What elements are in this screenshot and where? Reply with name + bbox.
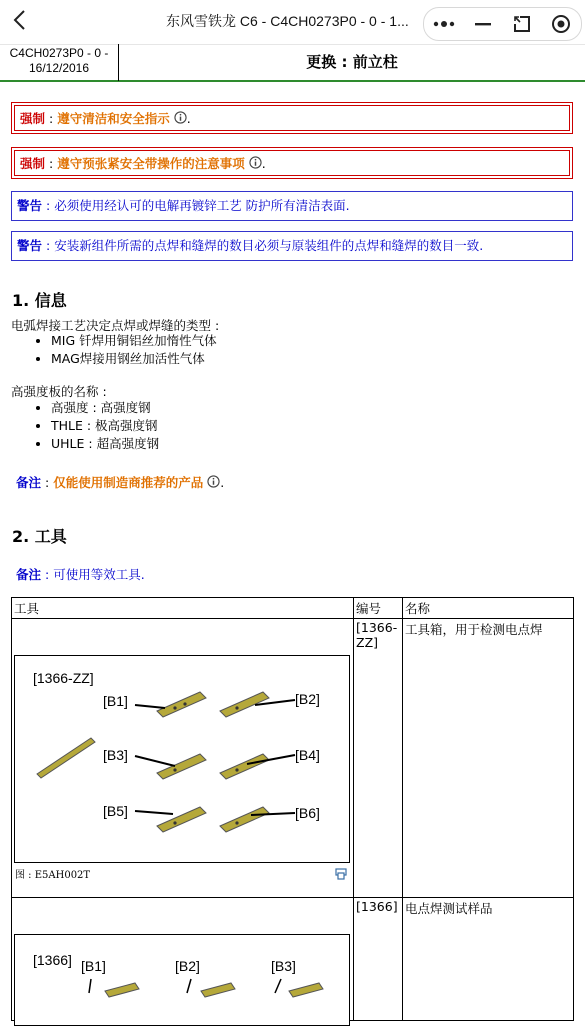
tool-name: 电点焊测试样品: [403, 898, 574, 1021]
tools-table: [11, 597, 574, 1021]
figure-title: [1366]: [33, 952, 72, 968]
note-label: 备注: [16, 475, 42, 490]
paragraph: 电弧焊接工艺决定点焊或焊缝的类型 :: [11, 318, 220, 333]
figure-label: [B5]: [103, 803, 128, 819]
back-arrow-icon[interactable]: [12, 8, 36, 36]
tool-figure-cell: [12, 619, 354, 898]
close-target-icon[interactable]: [544, 10, 578, 38]
note-link[interactable]: 仅能使用制造商推荐的产品: [53, 475, 204, 490]
note-suffix: .: [220, 475, 225, 490]
section-heading-tools: 2. 工具: [12, 527, 67, 546]
figure-label: [B1]: [81, 958, 106, 974]
figure-label: [B2]: [175, 958, 200, 974]
tool-code: [1366]: [354, 898, 403, 1021]
print-figure-icon[interactable]: [334, 866, 348, 880]
note: 备注 : 仅能使用制造商推荐的产品 .: [16, 475, 225, 490]
document-title: 更换 : 前立柱: [306, 53, 398, 71]
column-header-name: 名称: [403, 598, 574, 619]
figure-label: [B2]: [295, 691, 320, 707]
tool-kit-illustration: [15, 656, 349, 862]
column-header-code: 编号: [354, 598, 403, 619]
notice-text: 必须使用经认可的电解再镀锌工艺 防护所有清洁表面.: [54, 198, 350, 213]
list-item: • UHLE : 超高强度钢: [51, 435, 159, 453]
warning-notice: 警告 : 必须使用经认可的电解再镀锌工艺 防护所有清洁表面.: [11, 191, 573, 221]
document-date: 16/12/2016: [28, 61, 90, 75]
table-row: [12, 898, 574, 1021]
window-title: 东风雪铁龙 C6 - C4CH0273P0 - 0 - 1...: [166, 13, 409, 29]
info-icon[interactable]: [249, 156, 262, 169]
column-header-tool: 工具: [12, 598, 354, 619]
table-header-row: [12, 598, 574, 619]
tool-name: 工具箱，用于检测电点焊: [403, 619, 574, 898]
more-icon[interactable]: [427, 10, 461, 38]
info-icon[interactable]: [174, 111, 187, 124]
list-item: • 高强度 : 高强度钢: [51, 399, 159, 417]
mandatory-notice: 强制 : 遵守清洁和安全指示 .: [11, 102, 573, 134]
notice-suffix: .: [261, 156, 266, 171]
welding-type-list: [32, 332, 217, 368]
test-sample-illustration: [15, 935, 349, 1025]
notice-kind: 强制: [20, 156, 46, 171]
figure-label: [B4]: [295, 747, 320, 763]
figure-label: [B1]: [103, 693, 128, 709]
notice-link[interactable]: 遵守预张紧安全带操作的注意事项: [57, 156, 245, 171]
section-heading-info: 1. 信息: [12, 291, 67, 310]
float-window-icon[interactable]: [505, 10, 539, 38]
list-item: • THLE : 极高强度钢: [51, 417, 159, 435]
figure-caption: 图 : E5AH002T: [15, 870, 91, 881]
figure-label: [B3]: [271, 958, 296, 974]
document-header: [0, 44, 585, 82]
figure-label: [B3]: [103, 747, 128, 763]
note-text: 可使用等效工具.: [53, 567, 145, 582]
table-row: [12, 619, 574, 898]
steel-grade-list: [32, 399, 159, 453]
tool-figure: [14, 934, 350, 1026]
note-label: 备注: [16, 567, 42, 582]
list-item: • MAG焊接用钢丝加活性气体: [51, 350, 217, 368]
tool-figure-cell: [12, 898, 354, 1021]
mandatory-notice: 强制 : 遵守预张紧安全带操作的注意事项 .: [11, 147, 573, 179]
title-bar: [0, 0, 585, 45]
notice-kind: 警告: [17, 238, 43, 253]
document-id: [0, 44, 119, 81]
tool-code: [1366-ZZ]: [354, 619, 403, 898]
minimize-icon[interactable]: [466, 10, 500, 38]
tool-figure: [14, 655, 350, 863]
figure-title: [1366-ZZ]: [33, 670, 94, 686]
list-item: • MIG 钎焊用铜铝丝加惰性气体: [51, 332, 217, 350]
paragraph: 高强度板的名称 :: [11, 384, 107, 399]
notice-suffix: .: [186, 111, 191, 126]
notice-kind: 警告: [17, 198, 43, 213]
notice-kind: 强制: [20, 111, 46, 126]
figure-label: [B6]: [295, 805, 320, 821]
notice-text: 安装新组件所需的点焊和缝焊的数目必须与原装组件的点焊和缝焊的数目一致.: [54, 238, 484, 253]
note: 备注 : 可使用等效工具.: [16, 567, 145, 582]
warning-notice: 警告 : 安装新组件所需的点焊和缝焊的数目必须与原装组件的点焊和缝焊的数目一致.: [11, 231, 573, 261]
notice-link[interactable]: 遵守清洁和安全指示: [57, 111, 170, 126]
info-icon[interactable]: [207, 475, 220, 488]
document-id-code: C4CH0273P0 - 0 -: [9, 46, 109, 60]
mini-program-capsule: [423, 7, 582, 41]
